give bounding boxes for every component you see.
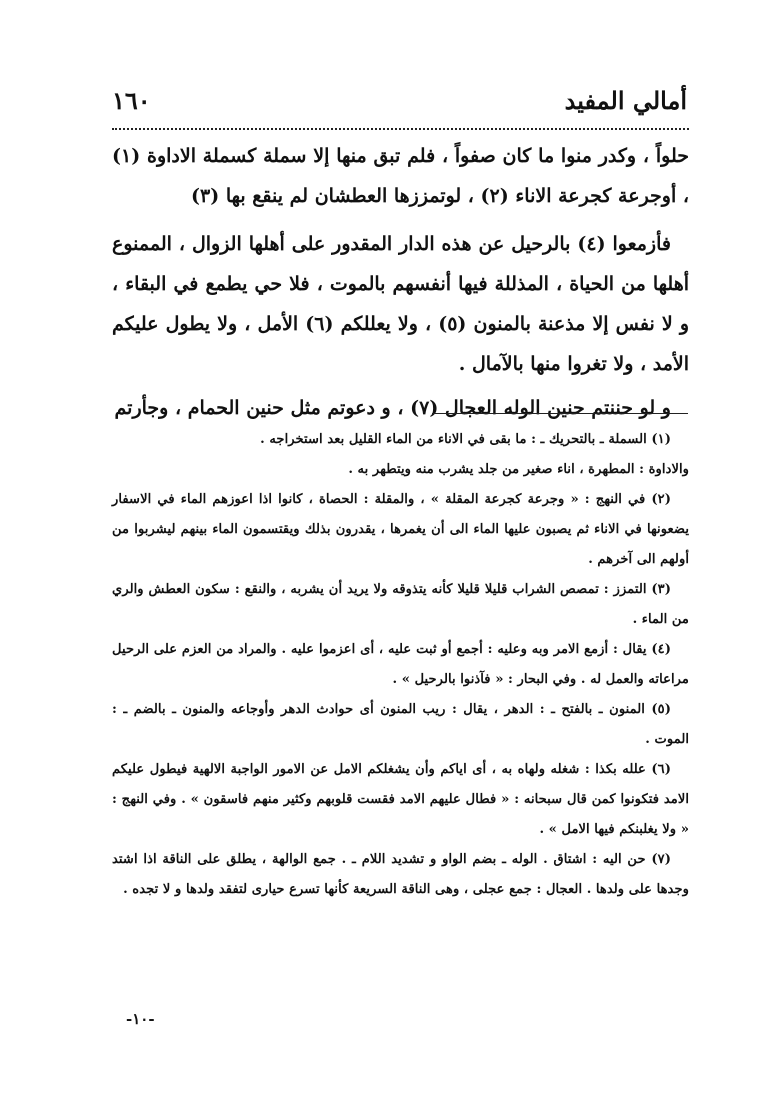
running-header: [112, 86, 687, 126]
page-number: ١٦٠: [112, 86, 151, 115]
footnote-6: (٦) علله بكذا : شغله ولهاه به ، أى اياكم وأن يشغلكم الامل عن الامور الواجبة الالهية فيطول عليكم الامد فتكونوا كمن قال سبحانه : « فطال عليهم الامد فقست قلوبهم وكثير منهم فاسقون » . وفي النهج : « ولا يغلبنكم فيها الامل » .: [112, 762, 689, 837]
footnote-divider: [432, 413, 688, 414]
footnote-5: (٥) المنون ـ بالفتح ـ : الدهر ، يقال : ريب المنون أى حوادث الدهر وأوجاعه والمنون ـ بالضم ـ : الموت .: [112, 702, 689, 747]
signature-mark: -١٠-: [126, 1010, 155, 1028]
footnote-3: (٣) التمزز : تمصص الشراب قليلا قليلا كأنه يتذوقه ولا يريد أن يشربه ، والنقع : سكون العطش والري من الماء .: [112, 582, 689, 627]
paragraph-1: حلواً ، وكدر منوا ما كان صفواً ، فلم تبق منها إلا سملة كسملة الاداوة (١) ، أوجرعة كجرعة الاناء (٢) ، لوتمززها العطشان لم ينقع بها (٣): [112, 145, 689, 207]
main-text: [112, 136, 689, 428]
footnote-1: (١) السملة ـ بالتحريك ـ : ما بقى في الاناء من الماء القليل بعد استخراجه .: [260, 432, 671, 447]
footnote-2: (٢) في النهج : « وجرعة كجرعة المقلة » ، والمقلة : الحصاة ، كانوا اذا اعوزهم الماء في الاسفار يضعونها في الاناء ثم يصبون عليها الماء الى أن يغمرها ، يقدرون بذلك ويقتسمون الماء بينهم ليشربوا من أولهم الى آخرهم .: [112, 492, 689, 567]
paragraph-3: و لو حننتم حنين الوله العجال (٧) ، و دعوتم مثل حنين الحمام ، وجأرتم: [114, 397, 671, 419]
paragraph-2: فأزمعوا (٤) بالرحيل عن هذه الدار المقدور على أهلها الزوال ، الممنوع أهلها من الحياة ، المذللة فيها أنفسهم بالموت ، فلا حي يطمع في البقاء ، و لا نفس إلا مذعنة بالمنون (٥) ، ولا يعللكم (٦) الأمل ، ولا يطول عليكم الأمد ، ولا تغروا منها بالآمال .: [112, 233, 689, 375]
footnotes: [112, 425, 689, 905]
footnote-4: (٤) يقال : أزمع الامر وبه وعليه : أجمع أو ثبت عليه ، أى اعزموا عليه . والمراد من العزم على الرحيل مراعاته والعمل له . وفي البحار : « فآذنوا بالرحيل » .: [112, 642, 689, 687]
footnote-1-continued: والاداوة : المطهرة ، اناء صغير من جلد يشرب منه ويتطهر به .: [348, 462, 689, 477]
footnote-7: (٧) حن اليه : اشتاق . الوله ـ بضم الواو و تشديد اللام ـ . جمع الوالهة ، يطلق على الناقة اذا اشتد وجدها على ولدها . العجال : جمع عجلى ، وهى الناقة السريعة كأنها تسرع حيارى لتفقد ولدها و لا تجده .: [112, 852, 689, 897]
book-title: أمالي المفيد: [564, 86, 687, 115]
header-divider: [112, 128, 689, 130]
